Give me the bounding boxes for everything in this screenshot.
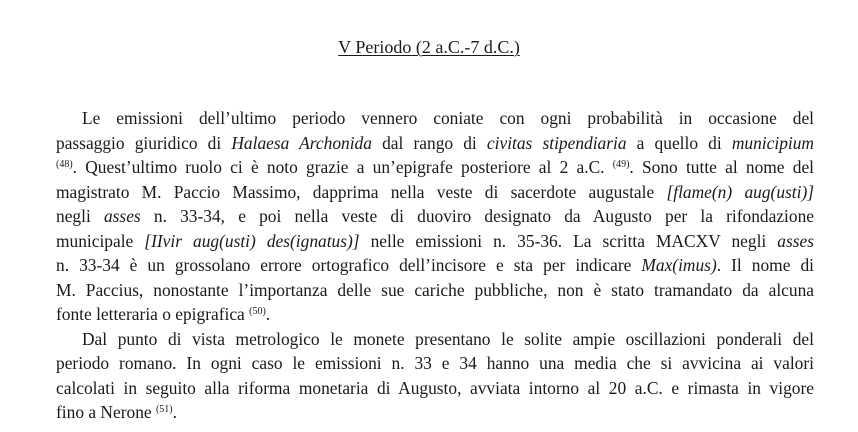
text-run: . Il nome di: [716, 255, 814, 275]
italic-text: asses: [103, 206, 141, 226]
text-run: n. 33-34 è un grossolano errore ortografico dell’incisore e sta per indicare: [56, 255, 642, 275]
paragraph-2: [56, 327, 814, 425]
text-line: [56, 131, 814, 156]
italic-text: [flame(n) aug(usti)]: [666, 181, 815, 202]
italic-text: Max(imus): [641, 255, 717, 275]
italic-text: [IIvir aug(usti) des(ignatus)]: [144, 230, 360, 251]
text-line: [56, 400, 814, 425]
text-line: [56, 253, 814, 278]
text-run: fino a Nerone: [56, 402, 156, 422]
text-line: [56, 204, 814, 229]
footnote-ref: (51): [155, 404, 173, 415]
text-line: [56, 106, 814, 131]
text-line: [56, 278, 814, 303]
italic-text: civitas stipendiaria: [486, 132, 627, 153]
text-run: passaggio giuridico di: [56, 132, 232, 153]
text-run: Dal punto di vista metrologico le monete presentano le solite ampie oscillazioni ponderali del: [82, 328, 814, 349]
text-run: M. Paccius, nonostante l’importanza delle sue cariche pubbliche, non è stato tramandato da alcuna: [56, 279, 814, 300]
footnote-ref: (49): [612, 159, 630, 170]
text-run: magistrato M. Paccio Massimo, dapprima nella veste di sacerdote augustale: [56, 181, 667, 202]
text-run: .: [265, 304, 271, 324]
section-title: V Periodo (2 a.C.-7 d.C.): [338, 37, 520, 57]
text-run: a quello di: [626, 132, 732, 153]
text-line: [56, 302, 814, 327]
text-run: n. 33-34, e poi nella veste di duoviro designato da Augusto per la rifondazione: [140, 206, 815, 226]
footnote-ref: (50): [249, 306, 266, 317]
italic-text: asses: [777, 230, 814, 251]
text-line: [56, 155, 814, 180]
text-run: nelle emissioni n. 35-36. La scritta MACXV negli: [359, 230, 778, 251]
body-text: [56, 106, 814, 425]
text-run: negli: [56, 206, 104, 226]
text-line: [56, 351, 814, 376]
text-run: . Sono tutte al nome del: [629, 157, 814, 177]
text-run: dal rango di: [371, 132, 487, 153]
paragraph-1: [56, 106, 814, 327]
text-line: [56, 376, 814, 401]
italic-text: municipium: [731, 132, 814, 153]
text-run: fonte letteraria o epigrafica: [56, 304, 250, 324]
text-run: calcolati in seguito alla riforma monetaria di Augusto, avviata intorno al 20 a.C. e rimasta in vigore: [56, 377, 814, 398]
text-run: . Quest’ultimo ruolo ci è noto grazie a un’epigrafe posteriore al 2 a.C.: [72, 157, 613, 177]
text-run: .: [172, 402, 177, 422]
footnote-ref: (48): [56, 159, 73, 170]
text-run: Le emissioni dell’ultimo periodo vennero coniate con ogni probabilità in occasione del: [82, 108, 814, 128]
text-line: [56, 180, 814, 205]
text-run: periodo romano. In ogni caso le emissioni n. 33 e 34 hanno una media che si avvicina ai valori: [56, 353, 814, 373]
text-line: [56, 327, 814, 352]
text-run: municipale: [56, 230, 145, 251]
text-line: [56, 229, 814, 254]
italic-text: Halaesa Archonida: [231, 132, 372, 153]
